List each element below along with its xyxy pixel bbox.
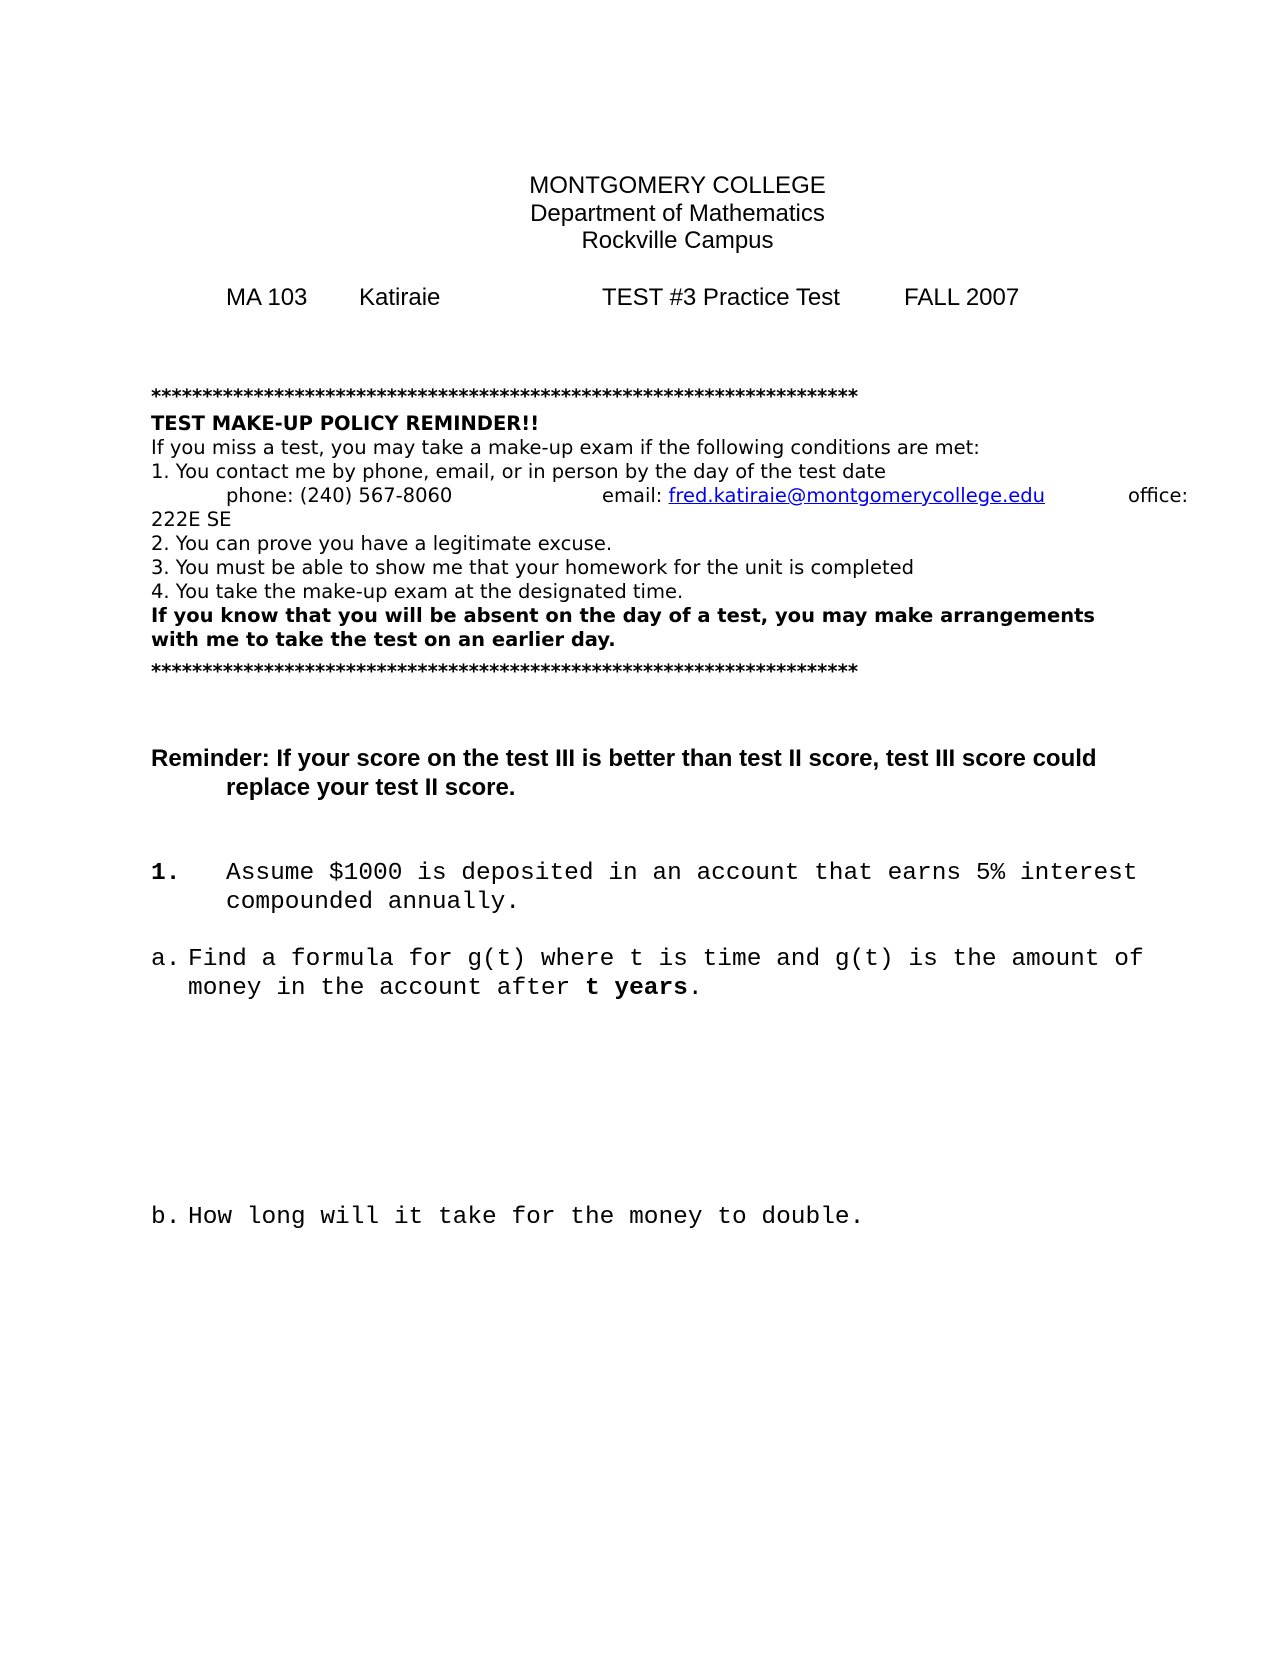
part-a-line-1: Find a formula for g(t) where t is time and g(t) is the amount of: [188, 946, 1144, 973]
question-1-number: 1.: [151, 860, 181, 887]
instructor-name: Katiraie: [359, 284, 441, 311]
stars-divider-top: *********************************************************************: [151, 385, 859, 408]
policy-intro: If you miss a test, you may take a make-up exam if the following conditions are met:: [151, 436, 980, 459]
question-1-line-1: Assume $1000 is deposited in an account that earns 5% interest: [226, 860, 1138, 887]
part-a-line-2-text: money in the account after: [188, 975, 585, 1002]
policy-note-line-1: If you know that you will be absent on the day of a test, you may make arrangements: [151, 604, 1096, 627]
question-1-line-2: compounded annually.: [226, 889, 521, 916]
part-a-label: a.: [151, 946, 181, 973]
policy-item-1: 1. You contact me by phone, email, or in person by the day of the test date: [151, 460, 887, 483]
test-title: TEST #3 Practice Test: [602, 284, 840, 311]
office-value: 222E SE: [151, 508, 232, 531]
institution-name: MONTGOMERY COLLEGE: [529, 172, 826, 199]
policy-item-3: 3. You must be able to show me that your homework for the unit is completed: [151, 556, 914, 579]
policy-note-line-2: with me to take the test on an earlier day.: [151, 628, 616, 651]
part-b-label: b.: [151, 1204, 181, 1231]
email-label: email:: [602, 484, 669, 507]
policy-item-4: 4. You take the make-up exam at the designated time.: [151, 580, 684, 603]
email-link[interactable]: fred.katiraie@montgomerycollege.edu: [668, 484, 1045, 507]
term: FALL 2007: [904, 284, 1020, 311]
reminder-line-2: replace your test II score.: [226, 774, 516, 801]
course-code: MA 103: [226, 284, 308, 311]
stars-divider-bottom: *********************************************************************: [151, 660, 859, 683]
reminder-line-1: Reminder: If your score on the test III is better than test II score, test III score could: [151, 745, 1097, 772]
part-b-text: How long will it take for the money to double.: [188, 1204, 865, 1231]
part-a-period: .: [687, 975, 703, 1002]
campus-name: Rockville Campus: [581, 227, 774, 254]
phone-number: phone: (240) 567-8060: [226, 484, 453, 507]
email-line: [602, 484, 1045, 507]
part-a-bold-term: t years: [584, 975, 688, 1002]
policy-title: TEST MAKE-UP POLICY REMINDER!!: [151, 412, 540, 435]
policy-item-2: 2. You can prove you have a legitimate excuse.: [151, 532, 613, 555]
department-name: Department of Mathematics: [530, 200, 825, 227]
office-label: office:: [1128, 484, 1189, 507]
part-a-line-2: [188, 975, 703, 1002]
